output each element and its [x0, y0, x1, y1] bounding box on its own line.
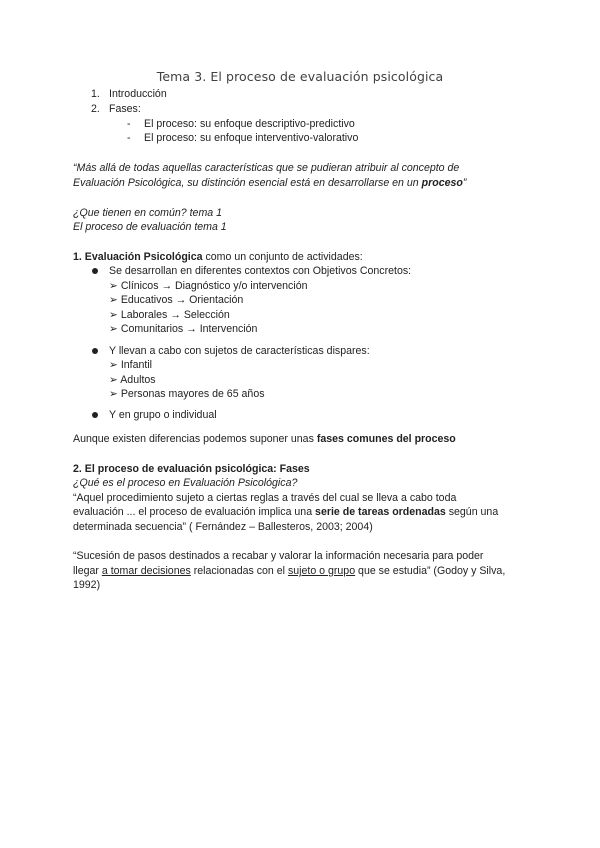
bullet-dot [92, 348, 98, 354]
definition-text: evaluación ... el proceso de evaluación implica una [73, 506, 316, 518]
toc-item-label: Introducción [109, 88, 167, 100]
quote-bold-word: proceso [421, 177, 463, 189]
conclusion-bold: fases comunes del proceso [316, 433, 456, 445]
toc-item-2 [91, 102, 141, 116]
conclusion-text: Aunque existen diferencias podemos suponer unas [73, 433, 317, 445]
common-question: ¿Que tienen en común? tema 1 [73, 207, 222, 219]
quote-line-1: “Más allá de todas aquellas características que se pudieran atribuir al concepto de [73, 162, 460, 174]
toc-item-label: Fases: [109, 103, 141, 115]
definition-2-line-3: 1992) [73, 579, 101, 591]
subject-item: ➢ Personas mayores de 65 años [109, 388, 265, 400]
context-item: ➢ Comunitarios → Intervención [109, 323, 258, 335]
definition-bold: serie de tareas ordenadas [315, 506, 446, 518]
section-2-heading: 2. El proceso de evaluación psicológica: Fases [73, 463, 310, 475]
common-reference: El proceso de evaluación tema 1 [73, 221, 227, 233]
context-item: ➢ Clínicos → Diagnóstico y/o intervención [109, 280, 308, 292]
definition-2-line-2 [73, 564, 505, 578]
subject-item: ➢ Infantil [109, 359, 153, 371]
toc-item-number: 1. [91, 88, 100, 100]
section-1-heading [73, 250, 363, 264]
toc-subitem-dash: - [127, 132, 131, 144]
definition-underlined: sujeto o grupo [287, 565, 356, 577]
bullet-dot [92, 268, 98, 274]
definition-1-line-1: “Aquel procedimiento sujeto a ciertas reglas a través del cual se lleva a cabo toda [73, 492, 457, 504]
toc-subitem-label: El proceso: su enfoque descriptivo-predictivo [144, 118, 355, 130]
section-2-question: ¿Qué es el proceso en Evaluación Psicológica? [73, 477, 298, 489]
quote-close: ” [462, 177, 467, 189]
quote-text: Evaluación Psicológica, su distinción esencial está en desarrollarse en un [73, 177, 422, 189]
toc-subitem-label: El proceso: su enfoque interventivo-valorativo [144, 132, 359, 144]
definition-text: según una [445, 506, 499, 518]
subject-item: ➢ Adultos [109, 374, 156, 386]
bullet-contexts: Se desarrollan en diferentes contextos con Objetivos Concretos: [109, 265, 412, 277]
context-item: ➢ Laborales → Selección [109, 309, 230, 321]
quote-line-2 [73, 176, 466, 190]
section-1-conclusion [73, 432, 456, 446]
toc-subitem-1 [127, 117, 355, 131]
toc-item-1 [91, 87, 167, 101]
toc-subitem-2 [127, 131, 359, 145]
toc-subitem-dash: - [127, 118, 131, 130]
bullet-group: Y en grupo o individual [109, 409, 217, 421]
definition-text: relacionadas con el [190, 565, 288, 577]
definition-text: llegar [73, 565, 102, 577]
page-title: Tema 3. El proceso de evaluación psicológica [156, 69, 444, 84]
definition-2-line-1: “Sucesión de pasos destinados a recabar y valorar la información necesaria para poder [73, 550, 484, 562]
definition-text: que se estudia” (Godoy y Silva, [355, 565, 506, 577]
toc-item-number: 2. [91, 103, 100, 115]
definition-1-line-3: determinada secuencia” ( Fernández – Ballesteros, 2003; 2004) [73, 521, 373, 533]
definition-underlined: a tomar decisiones [101, 565, 191, 577]
context-item: ➢ Educativos → Orientación [109, 294, 244, 306]
bullet-subjects: Y llevan a cabo con sujetos de características dispares: [109, 345, 370, 357]
definition-1-line-2 [73, 505, 498, 519]
section-1-heading-bold: 1. Evaluación Psicológica [73, 251, 203, 263]
bullet-dot [92, 412, 98, 418]
section-1-heading-rest: como un conjunto de actividades: [202, 251, 363, 263]
